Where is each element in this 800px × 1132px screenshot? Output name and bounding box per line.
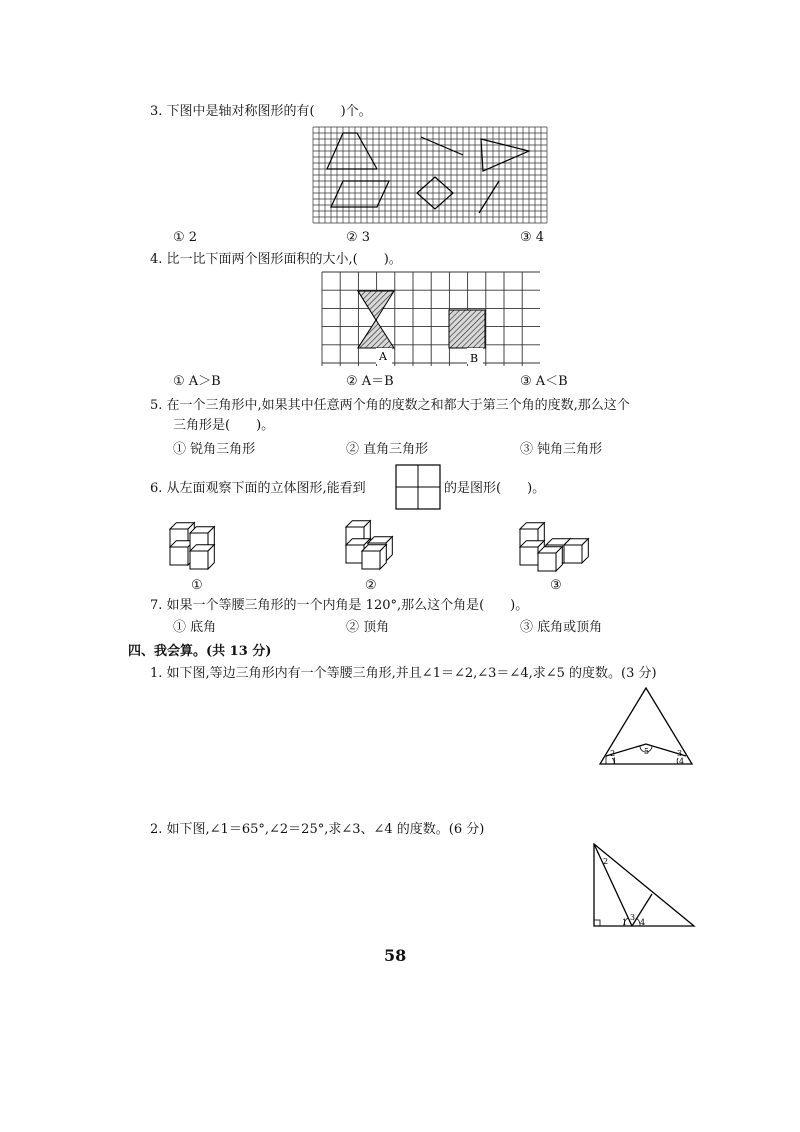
q4-option-2[interactable]: ② A＝B xyxy=(346,374,394,389)
section4-title: 四、我会算。(共 13 分) xyxy=(128,644,272,659)
q5-line2: 三角形是( )。 xyxy=(173,418,275,433)
q6-solid-2 xyxy=(340,517,400,577)
label-b: B xyxy=(470,352,479,365)
q4-option-3[interactable]: ③ A＜B xyxy=(520,374,568,389)
q6-solid-1 xyxy=(166,517,226,577)
q4-grid-figure xyxy=(322,272,542,368)
p1-angle-4: 4 xyxy=(679,757,685,766)
q5-option-3[interactable]: ③ 钝角三角形 xyxy=(520,442,603,457)
q3-option-2[interactable]: ② 3 xyxy=(346,230,371,245)
q7-text: 7. 如果一个等腰三角形的一个内角是 120°,那么这个角是( )。 xyxy=(150,598,529,613)
q6-text-before: 6. 从左面观察下面的立体图形,能看到 xyxy=(150,481,366,496)
q4-option-1[interactable]: ① A＞B xyxy=(173,374,221,389)
q6-left-view-figure xyxy=(395,464,441,510)
q4-text: 4. 比一比下面两个图形面积的大小,( )。 xyxy=(150,252,402,267)
q5-option-1[interactable]: ① 锐角三角形 xyxy=(173,442,256,457)
q6-text-after: 的是图形( )。 xyxy=(444,481,546,496)
q3-text: 3. 下图中是轴对称图形的有( )个。 xyxy=(150,104,372,119)
q7-option-1[interactable]: ① 底角 xyxy=(173,620,217,635)
section4-p1-text: 1. 如下图,等边三角形内有一个等腰三角形,并且∠1＝∠2,∠3＝∠4,求∠5 的度数。(3 分) xyxy=(150,666,657,681)
p1-angle-1: 1 xyxy=(612,757,618,766)
p2-angle-3: 3 xyxy=(630,913,636,922)
p1-angle-5: 5 xyxy=(644,747,650,756)
page-number: 58 xyxy=(384,946,407,965)
label-a: A xyxy=(379,350,387,363)
p1-angle-3: 3 xyxy=(677,749,683,758)
q7-option-3[interactable]: ③ 底角或顶角 xyxy=(520,620,603,635)
p2-angle-2: 2 xyxy=(603,857,609,866)
section4-p2-text: 2. 如下图,∠1＝65°,∠2＝25°,求∠3、∠4 的度数。(6 分) xyxy=(150,822,485,837)
q3-option-3[interactable]: ③ 4 xyxy=(520,230,545,245)
p2-angle-4: 4 xyxy=(640,918,646,927)
p1-triangle-figure xyxy=(598,686,694,768)
shape-b xyxy=(449,310,485,348)
q3-grid-figure xyxy=(313,127,549,223)
q6-label-1[interactable]: ① xyxy=(191,578,203,593)
q6-label-2[interactable]: ② xyxy=(365,578,377,593)
q6-label-3[interactable]: ③ xyxy=(550,578,562,593)
q5-option-2[interactable]: ② 直角三角形 xyxy=(346,442,429,457)
q5-line1: 5. 在一个三角形中,如果其中任意两个角的度数之和都大于第三个角的度数,那么这个 xyxy=(150,398,630,413)
p2-angle-1: 1 xyxy=(622,918,628,927)
q7-option-2[interactable]: ② 顶角 xyxy=(346,620,390,635)
p1-angle-2: 2 xyxy=(610,749,616,758)
q3-option-1[interactable]: ① 2 xyxy=(173,230,198,245)
q6-solid-3 xyxy=(516,517,596,577)
p2-triangle-figure xyxy=(590,842,696,930)
